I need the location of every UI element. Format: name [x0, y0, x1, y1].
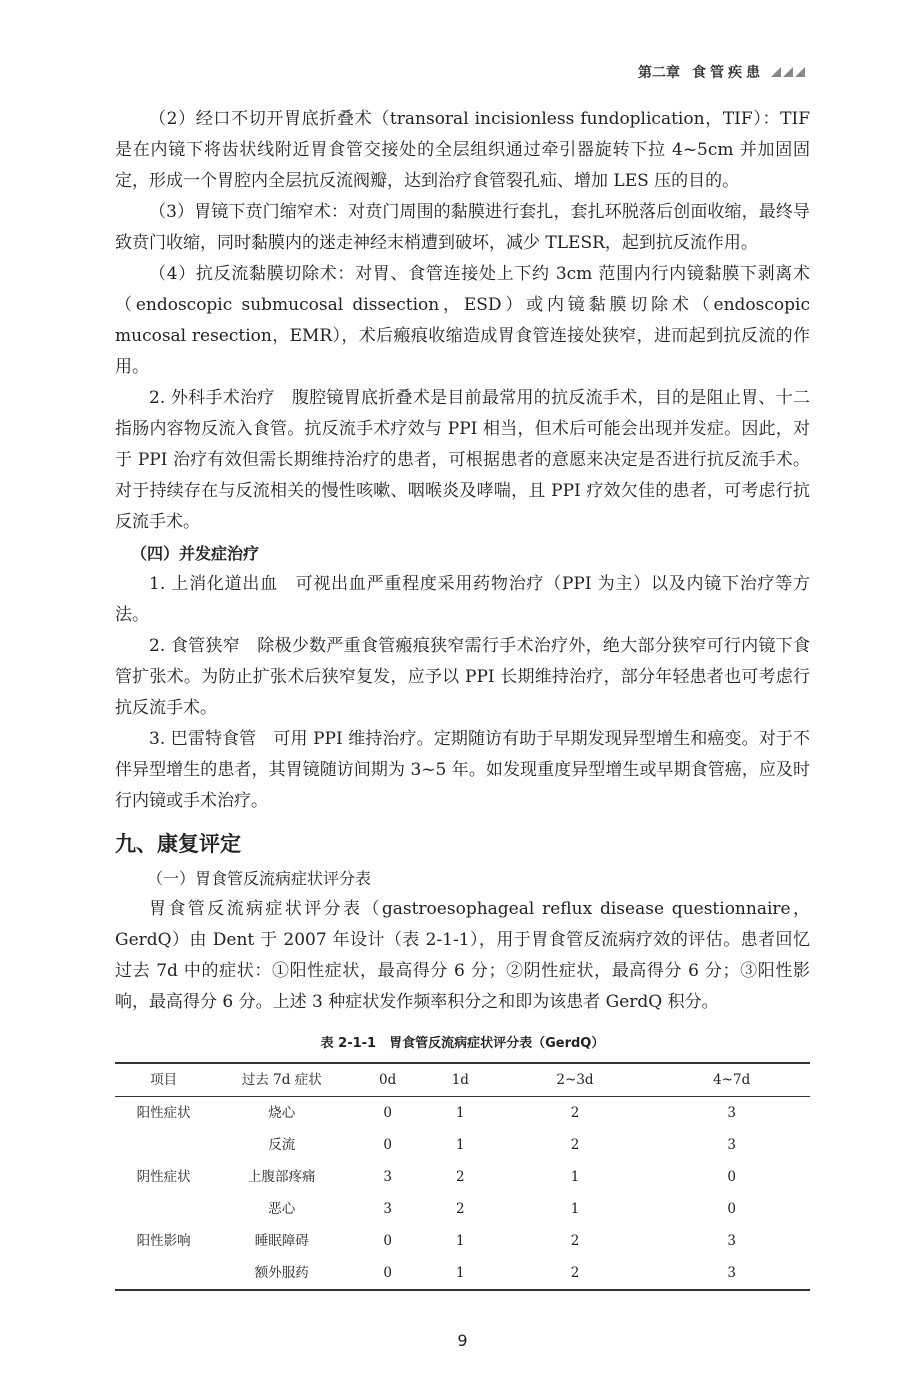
paragraph: 3. 巴雷特食管 可用 PPI 维持治疗。定期随访有助于早期发现异型增生和癌变。对于不伴异型增生的患者，其胃镜随访间期为 3~5 年。如发现重度异型增生或早期食管癌，应及时行内镜或手术治疗。 — [115, 729, 810, 811]
table-cell — [115, 1193, 212, 1225]
gerdq-table — [115, 1062, 810, 1291]
table-cell: 0 — [383, 1233, 392, 1249]
table-cell: 3 — [383, 1201, 392, 1217]
header-cell: 过去 7d 症状 — [241, 1072, 322, 1088]
chapter-label: 第二章 — [638, 65, 680, 81]
table-row — [115, 1097, 810, 1130]
paragraph: 胃食管反流病症状评分表（gastroesophageal reflux disease questionnaire，GerdQ）由 Dent 于 2007 年设计（表 2-1-1），用于胃食管反流病疗效的评估。患者回忆过去 7d 中的症状：①阳性症状，最高得分 6 分；②阴性症状，最高得分 6 分；③阳性影响，最高得分 6 分。上述 3 种症状发作频率积分之和即为该患者 GerdQ 积分。 — [115, 899, 810, 1012]
table-cell: 额外服药 — [254, 1265, 309, 1281]
paragraph: （4）抗反流黏膜切除术：对胃、食管连接处上下约 3cm 范围内行内镜黏膜下剥离术（endoscopic submucosal dissection，ESD）或内镜黏膜切除术（endoscopic mucosal resection，EMR），术后瘢痕收缩造成胃食管连接处狭窄，进而起到抗反流的作用。 — [115, 264, 810, 377]
table-cell: 2 — [570, 1137, 580, 1153]
table-cell: 0 — [383, 1265, 392, 1281]
table-cell — [115, 1129, 212, 1161]
table-cell: 阴性症状 — [136, 1169, 191, 1185]
table-cell: 3 — [727, 1105, 736, 1121]
table-cell: 烧心 — [268, 1105, 296, 1121]
table-caption: 表 2-1-1 胃食管反流病症状评分表（GerdQ） — [320, 1036, 605, 1051]
paragraph: 2. 外科手术治疗 腹腔镜胃底折叠术是目前最常用的抗反流手术，目的是阻止胃、十二指肠内容物反流入食管。抗反流手术疗效与 PPI 相当，但术后可能会出现并发症。因此，对于 PPI 治疗有效但需长期维持治疗的患者，可根据患者的意愿来决定是否进行抗反流手术。对于持续存在与反流相关的慢性咳嗽、咽喉炎及哮喘，且 PPI 疗效欠佳的患者，可考虑行抗反流手术。 — [115, 388, 810, 532]
table-cell: 反流 — [268, 1137, 296, 1153]
table-cell: 1 — [456, 1265, 465, 1281]
table-cell: 3 — [383, 1169, 392, 1185]
page-number: 9 — [457, 1331, 468, 1350]
table-cell: 0 — [383, 1105, 392, 1121]
table-cell: 2 — [570, 1233, 580, 1249]
table-cell: 2 — [570, 1105, 580, 1121]
section-title: 九、康复评定 — [115, 832, 241, 856]
table-cell: 阳性影响 — [136, 1233, 191, 1249]
table-cell: 3 — [727, 1137, 736, 1153]
table-row — [115, 1257, 810, 1290]
table-cell: 2 — [456, 1169, 465, 1185]
table-cell: 3 — [727, 1265, 736, 1281]
table-cell: 1 — [570, 1201, 580, 1217]
table-row — [115, 1193, 810, 1225]
running-header — [638, 62, 805, 82]
table-cell: 1 — [570, 1169, 580, 1185]
table-cell: 0 — [727, 1201, 736, 1217]
table-row — [115, 1161, 810, 1193]
paragraph: 1. 上消化道出血 可视出血严重程度采用药物治疗（PPI 为主）以及内镜下治疗等方法。 — [115, 574, 810, 625]
header-cell: 项目 — [150, 1072, 178, 1088]
table-cell — [115, 1257, 212, 1290]
header-cell: 2~3d — [556, 1072, 594, 1088]
table-cell: 1 — [456, 1233, 465, 1249]
table-cell: 恶心 — [268, 1201, 296, 1217]
page-content — [115, 0, 810, 1390]
table-cell: 2 — [570, 1265, 580, 1281]
triangle-decoration-icon — [769, 65, 805, 81]
header-cell: 4~7d — [713, 1072, 751, 1088]
subsection-title: （一）胃食管反流病症状评分表 — [147, 869, 372, 888]
table-cell: 0 — [383, 1137, 392, 1153]
table-row — [115, 1225, 810, 1257]
chapter-title: 食管疾患 — [692, 65, 764, 81]
table-cell: 0 — [727, 1169, 736, 1185]
paragraph: （2）经口不切开胃底折叠术（transoral incisionless fundoplication，TIF）：TIF 是在内镜下将齿状线附近胃食管交接处的全层组织通过牵引器旋转下拉 4~5cm 并加固固定，形成一个胃腔内全层抗反流阀瓣，达到治疗食管裂孔疝、增加 LES 压的目的。 — [115, 109, 810, 191]
table-cell: 1 — [456, 1105, 465, 1121]
table-cell: 1 — [456, 1137, 465, 1153]
paragraph: （3）胃镜下贲门缩窄术：对贲门周围的黏膜进行套扎，套扎环脱落后创面收缩，最终导致贲门收缩，同时黏膜内的迷走神经末梢遭到破坏，减少 TLESR，起到抗反流作用。 — [115, 202, 810, 253]
table-cell: 睡眠障碍 — [254, 1233, 309, 1249]
table-row — [115, 1129, 810, 1161]
table-cell: 上腹部疼痛 — [248, 1169, 316, 1185]
header-cell: 0d — [379, 1072, 397, 1088]
header-cell: 1d — [451, 1072, 469, 1088]
table-cell: 阳性症状 — [136, 1105, 191, 1121]
page-body — [115, 104, 810, 1018]
paragraph: 2. 食管狭窄 除极少数严重食管瘢痕狭窄需行手术治疗外，绝大部分狭窄可行内镜下食管扩张术。为防止扩张术后狭窄复发，应予以 PPI 长期维持治疗，部分年轻患者也可考虑行抗反流手术。 — [115, 636, 810, 718]
table-header-row — [115, 1063, 810, 1097]
table-cell: 2 — [456, 1201, 465, 1217]
table-cell: 3 — [727, 1233, 736, 1249]
heading-complications: （四）并发症治疗 — [131, 544, 260, 563]
